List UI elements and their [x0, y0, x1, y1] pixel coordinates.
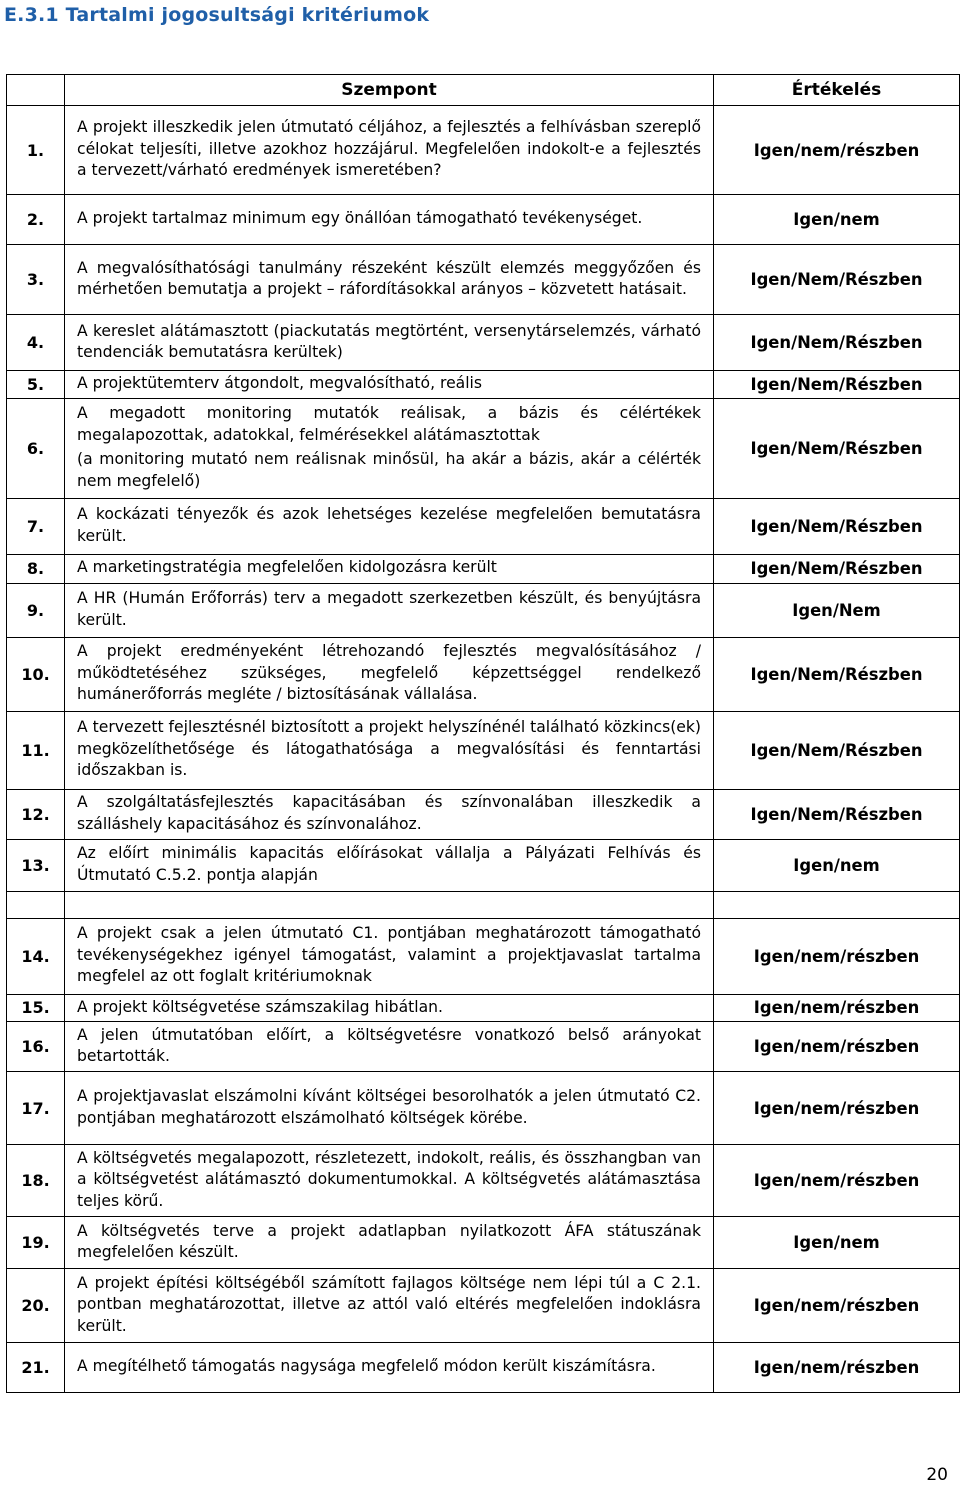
row-evaluation: Igen/nem: [714, 1217, 960, 1269]
spacer-cell: [7, 891, 65, 918]
row-number: 12.: [7, 789, 65, 839]
row-evaluation: Igen/Nem/Részben: [714, 637, 960, 711]
table-row: [7, 583, 960, 637]
row-evaluation: Igen/Nem: [714, 583, 960, 637]
row-number: 17.: [7, 1072, 65, 1145]
row-evaluation: Igen/Nem/Részben: [714, 498, 960, 554]
row-number: 3.: [7, 245, 65, 315]
row-number: 2.: [7, 195, 65, 245]
row-number: 19.: [7, 1217, 65, 1269]
table-row: [7, 245, 960, 315]
row-evaluation: Igen/nem/részben: [714, 1145, 960, 1217]
table-row: [7, 711, 960, 789]
row-number: 21.: [7, 1343, 65, 1393]
section-title: E.3.1 Tartalmi jogosultsági kritériumok: [4, 4, 430, 26]
row-criterion: A HR (Humán Erőforrás) terv a megadott szerkezetben készült, és benyújtásra került.: [65, 583, 714, 637]
table-row: [7, 637, 960, 711]
row-evaluation: Igen/nem/részben: [714, 1269, 960, 1343]
table-row: [7, 1145, 960, 1217]
row-evaluation: Igen/nem: [714, 839, 960, 891]
header-empty-cell: [7, 75, 65, 106]
row-evaluation: Igen/nem/részben: [714, 1022, 960, 1072]
page-number: 20: [926, 1465, 948, 1485]
spacer-cell: [65, 891, 714, 918]
row-evaluation: Igen/Nem/Részben: [714, 711, 960, 789]
table-row: [7, 1343, 960, 1393]
header-evaluation: Értékelés: [714, 75, 960, 106]
table-row: [7, 1022, 960, 1072]
row-criterion-main: A megadott monitoring mutatók reálisak, a bázis és célértékek megalapozottak, adatokkal, felmérésekkel alátámasztottak: [77, 404, 701, 444]
table-row: [7, 554, 960, 583]
row-number: 6.: [7, 398, 65, 498]
row-criterion: A jelen útmutatóban előírt, a költségvetésre vonatkozó belső arányokat betartották.: [65, 1022, 714, 1072]
row-evaluation: Igen/nem/részben: [714, 106, 960, 195]
table-row: [7, 106, 960, 195]
row-number: 18.: [7, 1145, 65, 1217]
header-criterion: Szempont: [65, 75, 714, 106]
row-number: 10.: [7, 637, 65, 711]
row-number: 16.: [7, 1022, 65, 1072]
row-criterion: A projekt illeszkedik jelen útmutató céljához, a fejlesztés a felhívásban szereplő célokat teljesíti, illetve azokhoz hozzájárul. Megfelelően indokolt-e a fejlesztés a tervezett/várható eredmények ismeretében?: [65, 106, 714, 195]
table-row: [7, 371, 960, 399]
row-criterion: A marketingstratégia megfelelően kidolgozásra került: [65, 554, 714, 583]
table-row: [7, 1072, 960, 1145]
row-number: 15.: [7, 994, 65, 1022]
table-row: [7, 839, 960, 891]
row-evaluation: Igen/Nem/Részben: [714, 789, 960, 839]
table-row: [7, 1217, 960, 1269]
table-header-row: [7, 75, 960, 106]
table-row: [7, 789, 960, 839]
row-number: 1.: [7, 106, 65, 195]
row-number: 4.: [7, 315, 65, 371]
table-row: [7, 195, 960, 245]
row-evaluation: Igen/nem/részben: [714, 918, 960, 994]
row-criterion: A projektjavaslat elszámolni kívánt költségei besorolhatók a jelen útmutató C2. pontjában meghatározott elszámolható költségek körébe.: [65, 1072, 714, 1145]
row-evaluation: Igen/Nem/Részben: [714, 398, 960, 498]
row-criterion: A kockázati tényezők és azok lehetséges kezelése megfelelően bemutatásra került.: [65, 498, 714, 554]
row-evaluation: Igen/Nem/Részben: [714, 371, 960, 399]
row-number: 11.: [7, 711, 65, 789]
row-criterion-note: (a monitoring mutató nem reálisnak minősül, ha akár a bázis, akár a célérték nem megfelelő): [77, 450, 701, 490]
table-row: [7, 498, 960, 554]
row-criterion: A szolgáltatásfejlesztés kapacitásában és színvonalában illeszkedik a szálláshely kapacitásához és színvonalához.: [65, 789, 714, 839]
row-evaluation: Igen/nem: [714, 195, 960, 245]
table-spacer-row: [7, 891, 960, 918]
row-criterion: A költségvetés terve a projekt adatlapban nyilatkozott ÁFA státuszának megfelelően készült.: [65, 1217, 714, 1269]
row-evaluation: Igen/Nem/Részben: [714, 315, 960, 371]
row-criterion: A megítélhető támogatás nagysága megfelelő módon került kiszámításra.: [65, 1343, 714, 1393]
row-criterion: A projekt eredményeként létrehozandó fejlesztés megvalósításához / működtetéséhez szükséges, megfelelő képzettséggel rendelkező humánerőforrás megléte / biztosításának vállalása.: [65, 637, 714, 711]
row-number: 8.: [7, 554, 65, 583]
row-criterion: A tervezett fejlesztésnél biztosított a projekt helyszínénél található közkincs(ek) megközelíthetősége és látogathatósága a megvalósítási és fenntartási időszakban is.: [65, 711, 714, 789]
row-criterion: A megvalósíthatósági tanulmány részeként készült elemzés meggyőzően és mérhetően bemutatja a projekt – ráfordításokkal arányos – közvetett hatásait.: [65, 245, 714, 315]
table-row: [7, 1269, 960, 1343]
spacer-cell: [714, 891, 960, 918]
row-number: 20.: [7, 1269, 65, 1343]
row-evaluation: Igen/Nem/Részben: [714, 554, 960, 583]
row-criterion: Az előírt minimális kapacitás előírásokat vállalja a Pályázati Felhívás és Útmutató C.5.2. pontja alapján: [65, 839, 714, 891]
row-criterion: A projekt tartalmaz minimum egy önállóan támogatható tevékenységet.: [65, 195, 714, 245]
row-number: 14.: [7, 918, 65, 994]
row-evaluation: Igen/nem/részben: [714, 1343, 960, 1393]
row-criterion: A projekt költségvetése számszakilag hibátlan.: [65, 994, 714, 1022]
row-number: 13.: [7, 839, 65, 891]
row-criterion: A projektütemterv átgondolt, megvalósítható, reális: [65, 371, 714, 399]
row-evaluation: Igen/nem/részben: [714, 994, 960, 1022]
table-row: [7, 398, 960, 498]
row-criterion: [65, 398, 714, 498]
row-criterion: A projekt csak a jelen útmutató C1. pontjában meghatározott támogatható tevékenységekhez igényel támogatást, valamint a projektjavaslat tartalma megfelel az ott foglalt kritériumoknak: [65, 918, 714, 994]
table-row: [7, 315, 960, 371]
row-number: 9.: [7, 583, 65, 637]
row-criterion: A kereslet alátámasztott (piackutatás megtörtént, versenytárselemzés, várható tendenciák bemutatásra kerültek): [65, 315, 714, 371]
row-number: 5.: [7, 371, 65, 399]
row-evaluation: Igen/nem/részben: [714, 1072, 960, 1145]
criteria-table: [6, 74, 960, 1393]
table-row: [7, 994, 960, 1022]
row-number: 7.: [7, 498, 65, 554]
row-evaluation: Igen/Nem/Részben: [714, 245, 960, 315]
row-criterion: A projekt építési költségéből számított fajlagos költsége nem lépi túl a C 2.1. pontban meghatározottat, illetve az attól való eltérés megfelelően indoklásra került.: [65, 1269, 714, 1343]
row-criterion: A költségvetés megalapozott, részletezett, indokolt, reális, és összhangban van a költségvetést alátámasztó dokumentumokkal. A költségvetés alátámasztása teljes körű.: [65, 1145, 714, 1217]
table-row: [7, 918, 960, 994]
